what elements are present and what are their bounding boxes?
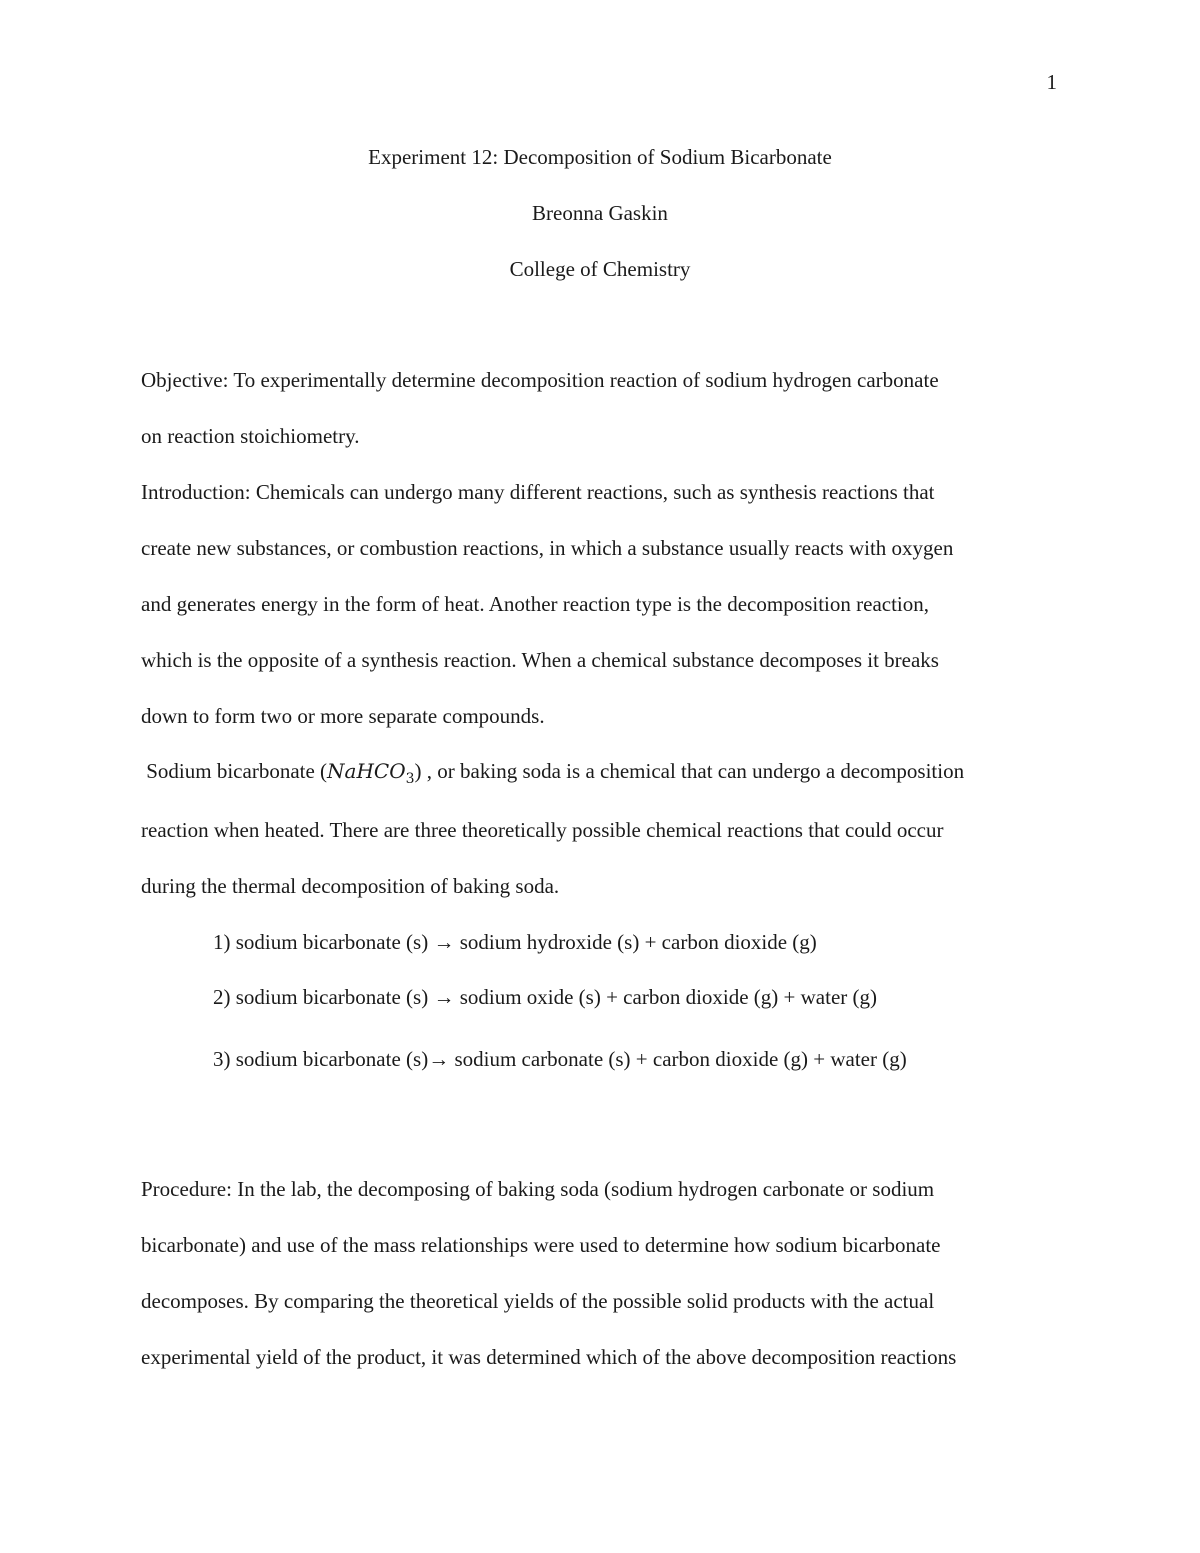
chemical-formula (327, 759, 415, 787)
introduction-line-4: which is the opposite of a synthesis reaction. When a chemical substance decomposes it breaks (141, 648, 939, 672)
page-number: 1 (1046, 70, 1057, 94)
introduction-line-5: down to form two or more separate compounds. (141, 704, 545, 728)
bicarbonate-line-1-pre: Sodium bicarbonate ( (141, 759, 328, 783)
reaction-2: 2) sodium bicarbonate (s) → sodium oxide (s) + carbon dioxide (g) + water (g) (213, 985, 878, 1009)
objective-line-1: Objective: To experimentally determine decomposition reaction of sodium hydrogen carbonate (141, 368, 939, 392)
reaction-1: 1) sodium bicarbonate (s) → sodium hydroxide (s) + carbon dioxide (g) (213, 930, 817, 954)
procedure-line-4: experimental yield of the product, it was determined which of the above decomposition reactions (141, 1345, 957, 1369)
reaction-3: 3) sodium bicarbonate (s)→ sodium carbonate (s) + carbon dioxide (g) + water (g) (213, 1047, 907, 1071)
procedure-line-3: decomposes. By comparing the theoretical yields of the possible solid products with the actual (141, 1289, 935, 1313)
procedure-line-2: bicarbonate) and use of the mass relationships were used to determine how sodium bicarbonate (141, 1233, 941, 1257)
bicarbonate-line-2: reaction when heated. There are three theoretically possible chemical reactions that could occur (141, 818, 944, 842)
introduction-line-2: create new substances, or combustion reactions, in which a substance usually reacts with oxygen (141, 536, 954, 560)
bicarbonate-line-1 (141, 757, 964, 793)
introduction-line-1: Introduction: Chemicals can undergo many different reactions, such as synthesis reactions that (141, 480, 935, 504)
bicarbonate-line-1-post: ) , or baking soda is a chemical that can undergo a decomposition (414, 759, 965, 783)
bicarbonate-line-3: during the thermal decomposition of baking soda. (141, 874, 560, 898)
author-name: Breonna Gaskin (532, 201, 668, 225)
formula-subscript: 3 (405, 771, 415, 787)
institution-name: College of Chemistry (509, 257, 691, 281)
procedure-line-1: Procedure: In the lab, the decomposing of baking soda (sodium hydrogen carbonate or sodium (141, 1177, 935, 1201)
experiment-title: Experiment 12: Decomposition of Sodium Bicarbonate (368, 145, 832, 169)
title-block (0, 143, 1200, 311)
introduction-line-3: and generates energy in the form of heat. Another reaction type is the decomposition reaction, (141, 592, 930, 616)
formula-main: NaHCO (327, 759, 406, 783)
objective-line-2: on reaction stoichiometry. (141, 424, 360, 448)
